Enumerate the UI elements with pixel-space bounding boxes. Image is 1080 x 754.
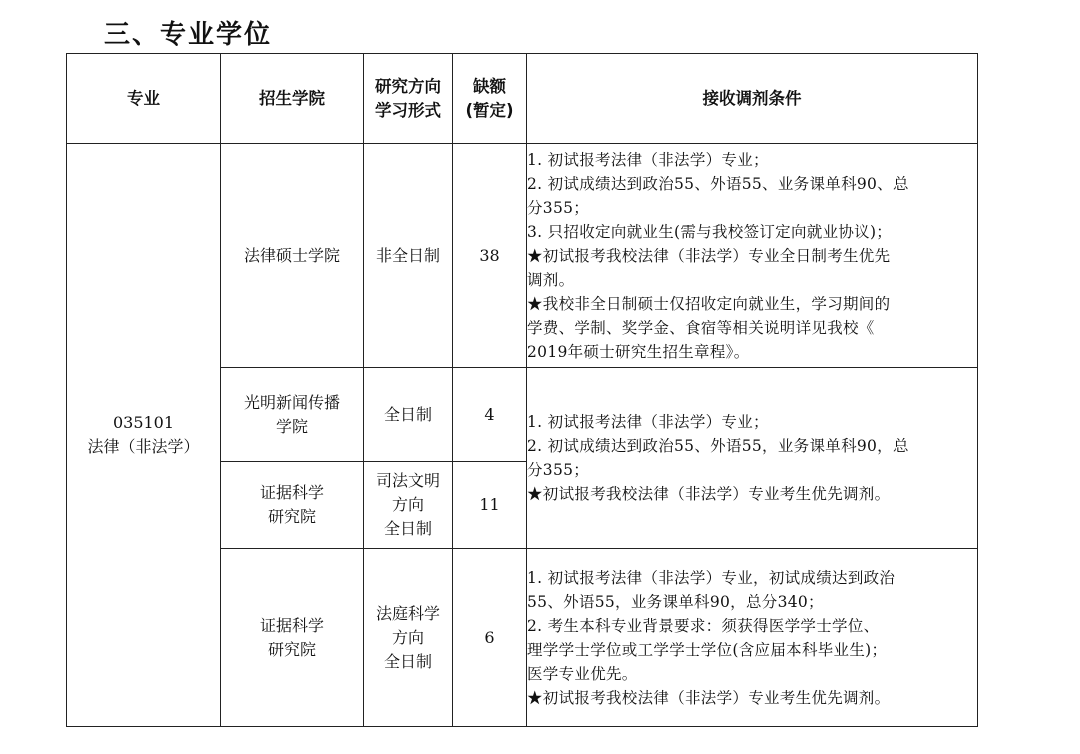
header-direction-line: 学习形式 <box>375 100 441 120</box>
section-title: 三、专业学位 <box>104 20 273 50</box>
direction-text: 非全日制 <box>375 245 440 265</box>
conditions-cell <box>527 549 978 727</box>
header-college: 招生学院 <box>221 54 364 144</box>
condition-line: 1. 初试报考法律（非法学）专业； <box>527 413 769 431</box>
quota-cell <box>453 549 527 727</box>
college-name: 证据科学 <box>259 615 324 635</box>
condition-line: ★初试报考我校法律（非法学）专业考生优先调剂。 <box>527 485 891 503</box>
quota-value: 4 <box>484 404 495 424</box>
direction-cell <box>364 462 453 549</box>
condition-line: ★初试报考我校法律（非法学）专业全日制考生优先 <box>527 246 891 265</box>
direction-text: 法庭科学 <box>375 603 440 623</box>
quota-cell <box>453 144 527 368</box>
major-code: 035101 <box>112 413 175 432</box>
header-quota-line: 缺额 <box>473 76 506 96</box>
quota-cell <box>453 462 527 549</box>
condition-line: 调剂。 <box>527 270 575 289</box>
header-direction-line: 研究方向 <box>375 76 441 96</box>
conditions-cell <box>527 144 978 368</box>
college-name: 研究院 <box>267 639 316 659</box>
college-cell <box>221 368 364 462</box>
direction-cell <box>364 144 453 368</box>
direction-cell <box>364 368 453 462</box>
major-cell <box>67 144 221 727</box>
header-major: 专业 <box>67 54 221 144</box>
condition-line: 医学专业优先。 <box>527 664 638 683</box>
direction-cell <box>364 549 453 727</box>
quota-cell <box>453 368 527 462</box>
college-name: 光明新闻传播 <box>243 392 340 412</box>
college-name: 研究院 <box>267 507 316 526</box>
direction-text: 全日制 <box>383 651 432 671</box>
admission-table <box>66 53 978 727</box>
direction-text: 方向 <box>391 495 424 514</box>
condition-line: ★我校非全日制硕士仅招收定向就业生，学习期间的 <box>527 294 891 313</box>
condition-line: 学费、学制、奖学金、食宿等相关说明详见我校《 <box>527 318 875 337</box>
condition-line: 2. 初试成绩达到政治55、外语55、业务课单科90、总 <box>527 174 909 193</box>
condition-line: 分355； <box>527 198 590 217</box>
conditions-cell <box>527 368 978 549</box>
condition-line: 55、外语55，业务课单科90，总分340； <box>527 592 824 611</box>
college-cell <box>221 549 364 727</box>
college-name: 证据科学 <box>259 483 324 502</box>
quota-value: 6 <box>484 627 495 647</box>
condition-line: 1. 初试报考法律（非法学）专业； <box>527 150 769 169</box>
condition-line: 3. 只招收定向就业生(需与我校签订定向就业协议)； <box>527 222 893 241</box>
table-header-row <box>67 54 978 144</box>
condition-line: 2019年硕士研究生招生章程》。 <box>527 342 750 361</box>
header-direction <box>364 54 453 144</box>
condition-line: 1. 初试报考法律（非法学）专业，初试成绩达到政治 <box>527 568 896 587</box>
direction-text: 方向 <box>391 627 424 647</box>
college-name: 学院 <box>275 416 308 436</box>
direction-text: 全日制 <box>383 404 432 424</box>
direction-text: 司法文明 <box>375 471 440 490</box>
quota-value: 38 <box>479 245 500 265</box>
table-row <box>67 144 978 368</box>
condition-line: 分355； <box>527 461 590 479</box>
condition-line: 理学学士学位或工学学士学位(含应届本科毕业生)； <box>527 640 888 659</box>
header-quota <box>453 54 527 144</box>
header-quota-line: (暂定) <box>465 100 514 120</box>
header-conditions: 接收调剂条件 <box>527 54 978 144</box>
college-name: 法律硕士学院 <box>243 245 340 265</box>
college-cell <box>221 462 364 549</box>
condition-line: ★初试报考我校法律（非法学）专业考生优先调剂。 <box>527 688 891 707</box>
direction-text: 全日制 <box>383 519 432 538</box>
college-cell <box>221 144 364 368</box>
condition-line: 2. 考生本科专业背景要求：须获得医学学士学位、 <box>527 616 880 635</box>
quota-value: 11 <box>479 495 500 514</box>
major-name: 法律（非法学） <box>87 437 200 456</box>
condition-line: 2. 初试成绩达到政治55、外语55，业务课单科90，总 <box>527 437 909 455</box>
